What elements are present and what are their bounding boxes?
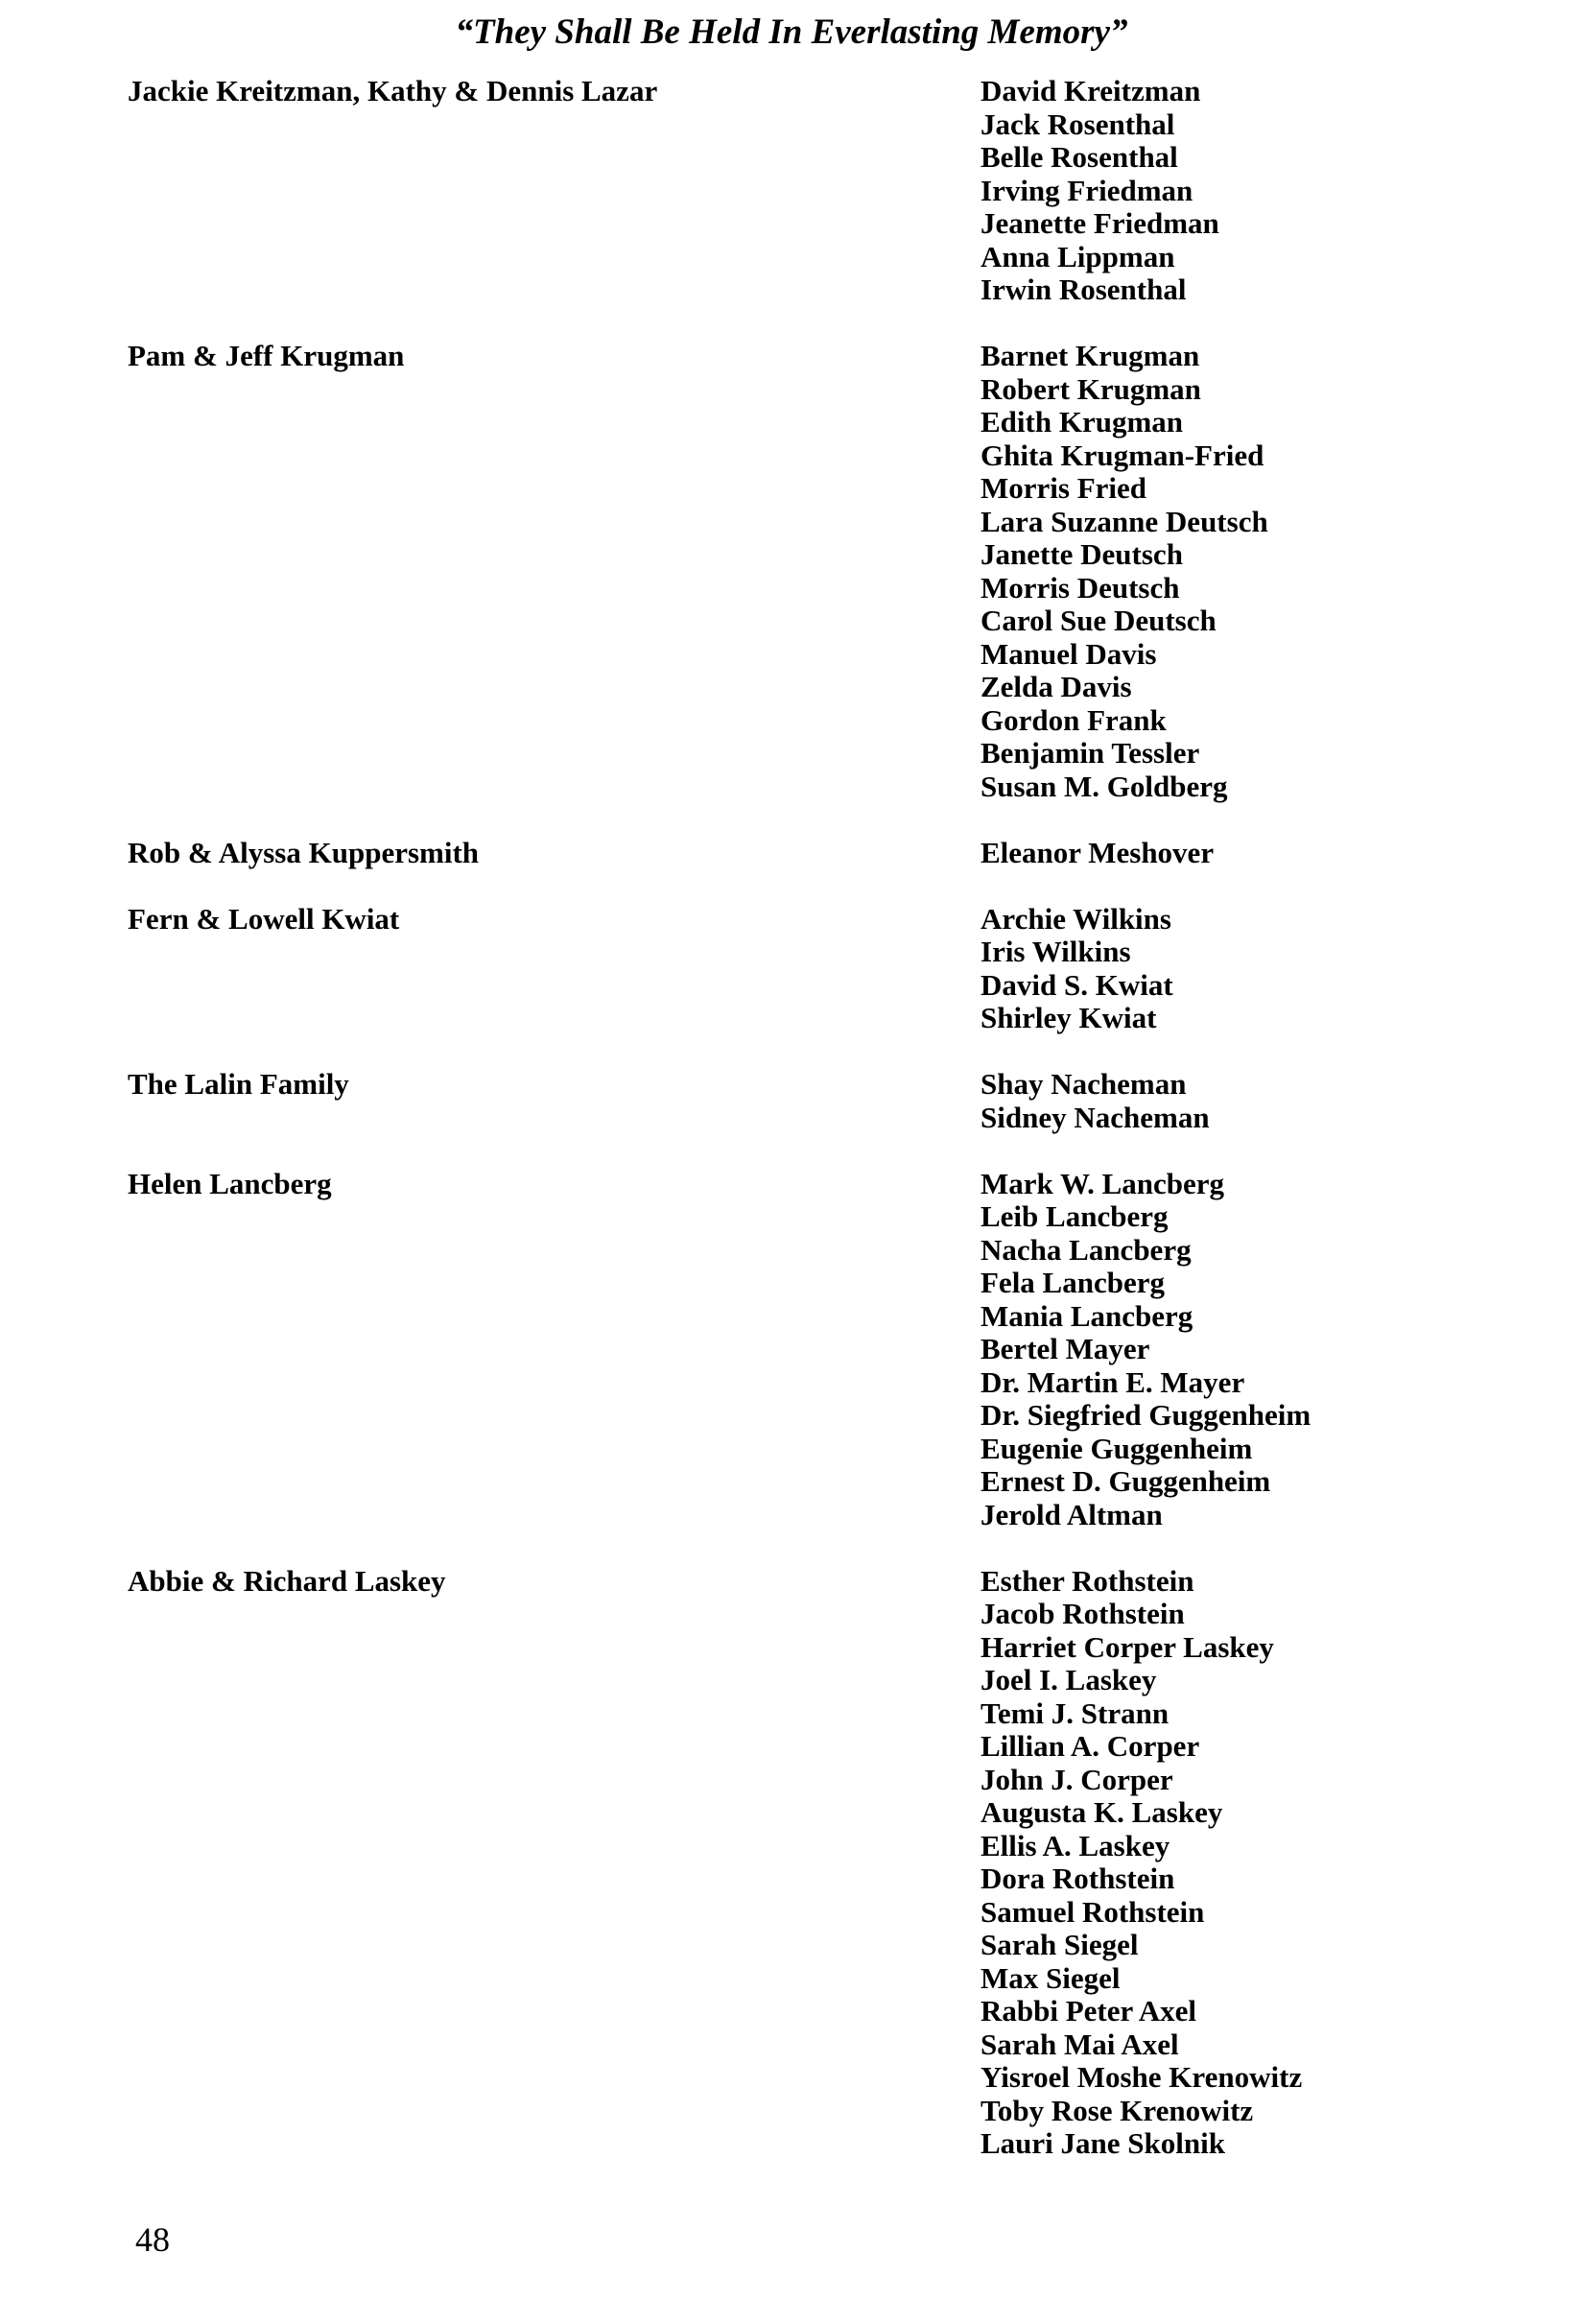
honoree-name: Shirley Kwiat bbox=[981, 1001, 1157, 1034]
honoree-name: Morris Deutsch bbox=[981, 570, 1180, 605]
honoree-name: Ghita Krugman-Fried bbox=[981, 438, 1264, 472]
honoree-name: Lauri Jane Skolnik bbox=[981, 2126, 1225, 2160]
honoree-list bbox=[981, 1565, 1519, 2161]
memorial-entry bbox=[128, 1068, 1519, 1134]
donor-name: Rob & Alyssa Kuppersmith bbox=[128, 835, 480, 869]
honoree-name: Dr. Siegfried Guggenheim bbox=[981, 1398, 1311, 1432]
honoree-name: Ernest D. Guggenheim bbox=[981, 1464, 1271, 1498]
honoree-list bbox=[981, 1168, 1519, 1532]
honoree-name: Joel I. Laskey bbox=[981, 1663, 1157, 1696]
donor-name: Pam & Jeff Krugman bbox=[128, 339, 405, 372]
honoree-name: Jeanette Friedman bbox=[981, 206, 1219, 240]
honoree-name: Morris Fried bbox=[981, 471, 1147, 505]
memorial-entry bbox=[128, 903, 1519, 1035]
honoree-name: Shay Nacheman bbox=[981, 1067, 1187, 1101]
donor-name: Abbie & Richard Laskey bbox=[128, 1563, 446, 1598]
honoree-name: Ellis A. Laskey bbox=[981, 1828, 1170, 1862]
honoree-name: Augusta K. Laskey bbox=[981, 1795, 1223, 1829]
honoree-name: Manuel Davis bbox=[981, 636, 1157, 671]
honoree-name: Eugenie Guggenheim bbox=[981, 1431, 1253, 1465]
page-number: 48 bbox=[135, 2220, 170, 2259]
honoree-name: Leib Lancberg bbox=[981, 1199, 1169, 1233]
honoree-name: Belle Rosenthal bbox=[981, 140, 1178, 174]
honoree-list bbox=[981, 903, 1519, 1035]
honoree-name: Dr. Martin E. Mayer bbox=[981, 1364, 1245, 1399]
honoree-list bbox=[981, 340, 1519, 803]
honoree-name: Susan M. Goldberg bbox=[981, 769, 1228, 803]
memorial-entry bbox=[128, 75, 1519, 307]
honoree-name: Jerold Altman bbox=[981, 1497, 1163, 1531]
honoree-name: Janette Deutsch bbox=[981, 537, 1183, 571]
honoree-name: Lara Suzanne Deutsch bbox=[981, 504, 1268, 538]
honoree-name: Sarah Siegel bbox=[981, 1928, 1139, 1961]
honoree-name: Dora Rothstein bbox=[981, 1862, 1175, 1895]
memorial-list bbox=[128, 75, 1519, 2194]
page-title: “They Shall Be Held In Everlasting Memory” bbox=[455, 12, 1128, 52]
honoree-name: Barnet Krugman bbox=[981, 339, 1200, 372]
honoree-name: Irwin Rosenthal bbox=[981, 273, 1187, 306]
donor-name: Fern & Lowell Kwiat bbox=[128, 901, 400, 936]
honoree-name: Harriet Corper Laskey bbox=[981, 1629, 1274, 1664]
memorial-entry bbox=[128, 1168, 1519, 1532]
honoree-name: Robert Krugman bbox=[981, 371, 1201, 406]
honoree-name: Bertel Mayer bbox=[981, 1332, 1150, 1365]
honoree-name: Eleanor Meshover bbox=[981, 835, 1215, 869]
honoree-name: Toby Rose Krenowitz bbox=[981, 2093, 1254, 2127]
honoree-name: Sarah Mai Axel bbox=[981, 2027, 1179, 2061]
honoree-list bbox=[981, 837, 1519, 870]
honoree-name: Sidney Nacheman bbox=[981, 1100, 1210, 1134]
honoree-name: Mark W. Lancberg bbox=[981, 1166, 1225, 1200]
honoree-name: John J. Corper bbox=[981, 1762, 1173, 1796]
memorial-entry bbox=[128, 1565, 1519, 2161]
donor-name: Helen Lancberg bbox=[128, 1166, 332, 1200]
honoree-name: Esther Rothstein bbox=[981, 1563, 1194, 1598]
honoree-list bbox=[981, 75, 1519, 307]
donor-name: The Lalin Family bbox=[128, 1067, 349, 1101]
honoree-name: Benjamin Tessler bbox=[981, 736, 1200, 770]
honoree-name: Carol Sue Deutsch bbox=[981, 604, 1217, 637]
honoree-name: David S. Kwiat bbox=[981, 967, 1173, 1002]
honoree-name: Jack Rosenthal bbox=[981, 107, 1175, 141]
honoree-name: Rabbi Peter Axel bbox=[981, 1994, 1197, 2028]
honoree-name: Samuel Rothstein bbox=[981, 1894, 1205, 1929]
memorial-entry bbox=[128, 837, 1519, 870]
honoree-name: Iris Wilkins bbox=[981, 935, 1131, 968]
honoree-list bbox=[981, 1068, 1519, 1134]
honoree-name: Fela Lancberg bbox=[981, 1266, 1165, 1299]
memorial-entry bbox=[128, 340, 1519, 803]
donor-name: Jackie Kreitzman, Kathy & Dennis Lazar bbox=[128, 74, 658, 107]
honoree-name: Zelda Davis bbox=[981, 670, 1132, 703]
honoree-name: Irving Friedman bbox=[981, 173, 1193, 207]
honoree-name: Temi J. Strann bbox=[981, 1696, 1170, 1730]
honoree-name: Lillian A. Corper bbox=[981, 1729, 1200, 1763]
honoree-name: Max Siegel bbox=[981, 1960, 1121, 1995]
honoree-name: Mania Lancberg bbox=[981, 1298, 1193, 1333]
honoree-name: Jacob Rothstein bbox=[981, 1597, 1185, 1630]
honoree-name: Gordon Frank bbox=[981, 702, 1167, 737]
honoree-name: David Kreitzman bbox=[981, 74, 1201, 107]
honoree-name: Edith Krugman bbox=[981, 405, 1184, 439]
honoree-name: Archie Wilkins bbox=[981, 901, 1171, 936]
honoree-name: Yisroel Moshe Krenowitz bbox=[981, 2060, 1303, 2094]
honoree-name: Anna Lippman bbox=[981, 239, 1175, 273]
honoree-name: Nacha Lancberg bbox=[981, 1232, 1192, 1267]
